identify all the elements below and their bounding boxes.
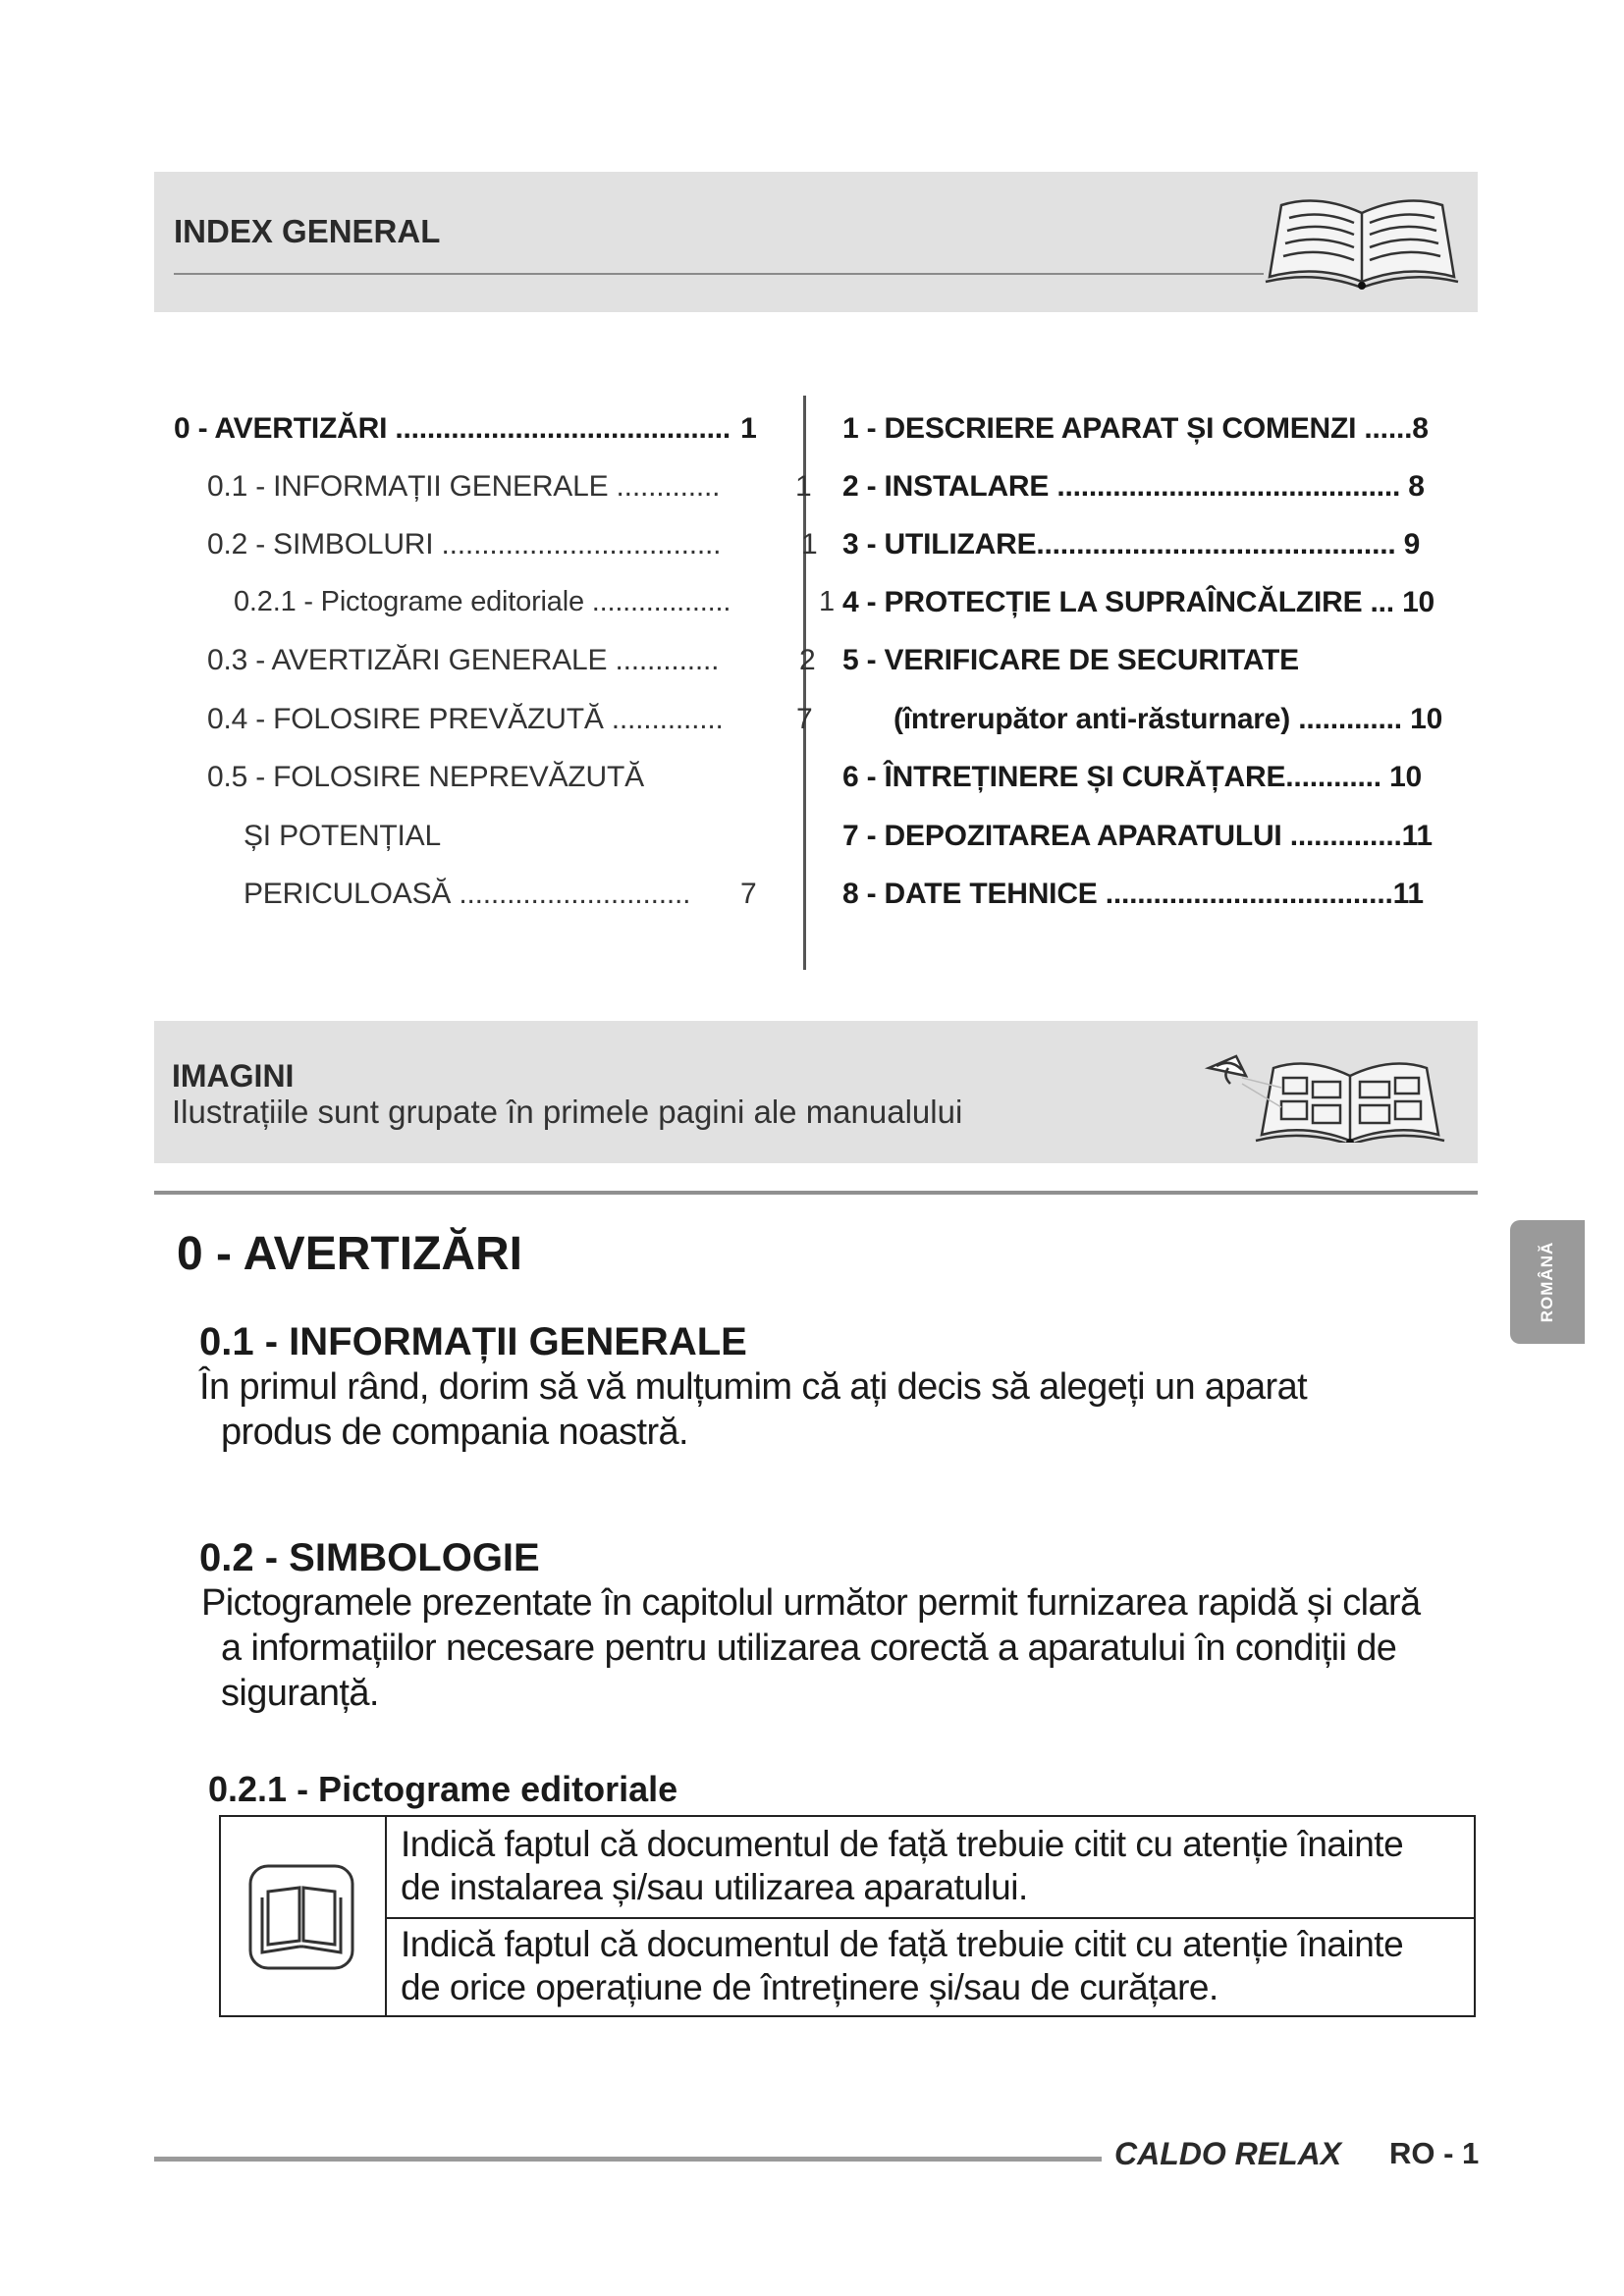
section-divider [154, 1191, 1478, 1195]
toc-item-2[interactable] [842, 470, 1425, 504]
pictogram-row-2-line2: de orice operațiune de întreținere și/sau de curățare. [401, 1967, 1218, 2007]
toc-label: 7 - DEPOZITAREA APARATULUI .............. [842, 820, 1402, 852]
language-tab[interactable] [1510, 1220, 1585, 1344]
paragraph-0-2-line3: siguranță. [221, 1673, 379, 1714]
toc-page: 11 [1392, 878, 1424, 910]
open-book-icon [246, 1862, 356, 1972]
toc-item-0-1[interactable] [207, 470, 812, 504]
toc-item-5-line2[interactable] [893, 703, 1442, 736]
toc-item-0-5-line2 [244, 820, 441, 853]
index-rule [174, 273, 1264, 275]
toc-label: 0.2.1 - Pictograme editoriale .................. [234, 586, 731, 617]
section-title: 0 - AVERTIZĂRI [177, 1228, 523, 1280]
book-with-eye-icon [1203, 1048, 1468, 1143]
toc-item-0-2[interactable] [207, 528, 818, 561]
toc-label: PERICULOASĂ ............................. [244, 878, 691, 910]
toc-page: 1 [801, 528, 818, 561]
toc-page: 7 [796, 703, 813, 735]
index-header-band [154, 172, 1478, 312]
pictogram-row-1-line1: Indică faptul că documentul de față trebuie citit cu atenție înainte [401, 1824, 1404, 1864]
toc-label: 5 - VERIFICARE DE SECURITATE [842, 644, 1299, 676]
toc-item-0[interactable] [174, 412, 757, 446]
images-title: IMAGINI [172, 1058, 295, 1094]
toc-page: 1 [819, 586, 835, 617]
toc-page: 1 [740, 412, 757, 445]
footer-rule [154, 2157, 1102, 2162]
footer-page-number: RO - 1 [1389, 2136, 1480, 2170]
toc-page: 2 [799, 644, 816, 676]
toc-label: 0.4 - FOLOSIRE PREVĂZUTĂ .............. [207, 703, 724, 735]
toc-item-7[interactable] [842, 820, 1433, 853]
toc-page: 9 [1403, 528, 1421, 561]
pictogram-table [219, 1815, 1476, 2017]
toc-label: 8 - DATE TEHNICE .................................... [842, 878, 1393, 910]
toc-label: 0.3 - AVERTIZĂRI GENERALE ............. [207, 644, 720, 676]
toc-page: 10 [1389, 761, 1423, 793]
paragraph-0-2-line1: Pictogramele prezentate în capitolul următor permit furnizarea rapidă și clară [201, 1582, 1421, 1624]
toc-label: ȘI POTENȚIAL [244, 820, 441, 852]
toc-item-6[interactable] [842, 761, 1422, 794]
toc-label: 6 - ÎNTREȚINERE ȘI CURĂȚARE............ [842, 761, 1381, 793]
toc-page: 8 [1408, 470, 1425, 503]
toc-item-4[interactable] [842, 586, 1435, 619]
toc-item-5[interactable] [842, 644, 1299, 677]
toc-page: 10 [1402, 586, 1435, 618]
subsection-title-0-2: 0.2 - SIMBOLOGIE [199, 1536, 540, 1579]
toc-label: 4 - PROTECȚIE LA SUPRAÎNCĂLZIRE ... [842, 586, 1394, 618]
toc-item-1[interactable] [842, 412, 1429, 446]
table-divider-vertical [385, 1817, 387, 2015]
paragraph-0-1-line2: produs de compania noastră. [221, 1412, 689, 1453]
toc-item-0-5[interactable] [207, 761, 644, 794]
paragraph-0-1-line1: În primul rând, dorim să vă mulțumim că ați decis să alegeți un aparat [199, 1366, 1308, 1408]
toc-label: 0.5 - FOLOSIRE NEPREVĂZUTĂ [207, 761, 644, 793]
toc-item-3[interactable] [842, 528, 1420, 561]
footer-brand: CALDO RELAX [1114, 2136, 1342, 2171]
toc-page: 8 [1412, 412, 1429, 445]
toc-item-0-2-1[interactable] [234, 586, 835, 618]
toc-label: 2 - INSTALARE ........................................... [842, 470, 1401, 503]
index-title: INDEX GENERAL [174, 213, 441, 249]
toc-label: 3 - UTILIZARE............................................. [842, 528, 1396, 561]
language-tab-label: ROMÂNĂ [1538, 1241, 1556, 1323]
pictogram-row-2-line1: Indică faptul că documentul de față trebuie citit cu atenție înainte [401, 1924, 1404, 1964]
table-divider-horizontal [385, 1917, 1474, 1919]
pictogram-row-1-line2: de instalarea și/sau utilizarea aparatului. [401, 1867, 1028, 1907]
toc-label: 1 - DESCRIERE APARAT ȘI COMENZI ...... [842, 412, 1413, 445]
paragraph-0-2-line2: a informațiilor necesare pentru utilizarea corectă a aparatului în condiții de [221, 1628, 1397, 1669]
subsection-title-0-2-1: 0.2.1 - Pictograme editoriale [208, 1769, 678, 1809]
toc-page: 7 [740, 878, 757, 910]
toc-label: 0 - AVERTIZĂRI .......................................... [174, 412, 731, 445]
toc-page: 1 [795, 470, 812, 503]
images-header-band [154, 1021, 1478, 1163]
open-book-icon [1260, 184, 1464, 294]
toc-item-0-4[interactable] [207, 703, 813, 736]
toc-label: (întrerupător anti-răsturnare) ............. [893, 703, 1402, 735]
toc-label: 0.2 - SIMBOLURI ................................... [207, 528, 722, 561]
toc-item-0-5-line3[interactable] [244, 878, 757, 911]
subsection-title-0-1: 0.1 - INFORMAȚII GENERALE [199, 1320, 747, 1363]
toc-page: 11 [1401, 820, 1433, 852]
toc-label: 0.1 - INFORMAȚII GENERALE ............. [207, 470, 721, 503]
images-subtitle: Ilustrațiile sunt grupate în primele pagini ale manualului [172, 1094, 963, 1130]
toc-item-0-3[interactable] [207, 644, 816, 677]
toc-page: 10 [1410, 703, 1443, 735]
toc-item-8[interactable] [842, 878, 1424, 911]
